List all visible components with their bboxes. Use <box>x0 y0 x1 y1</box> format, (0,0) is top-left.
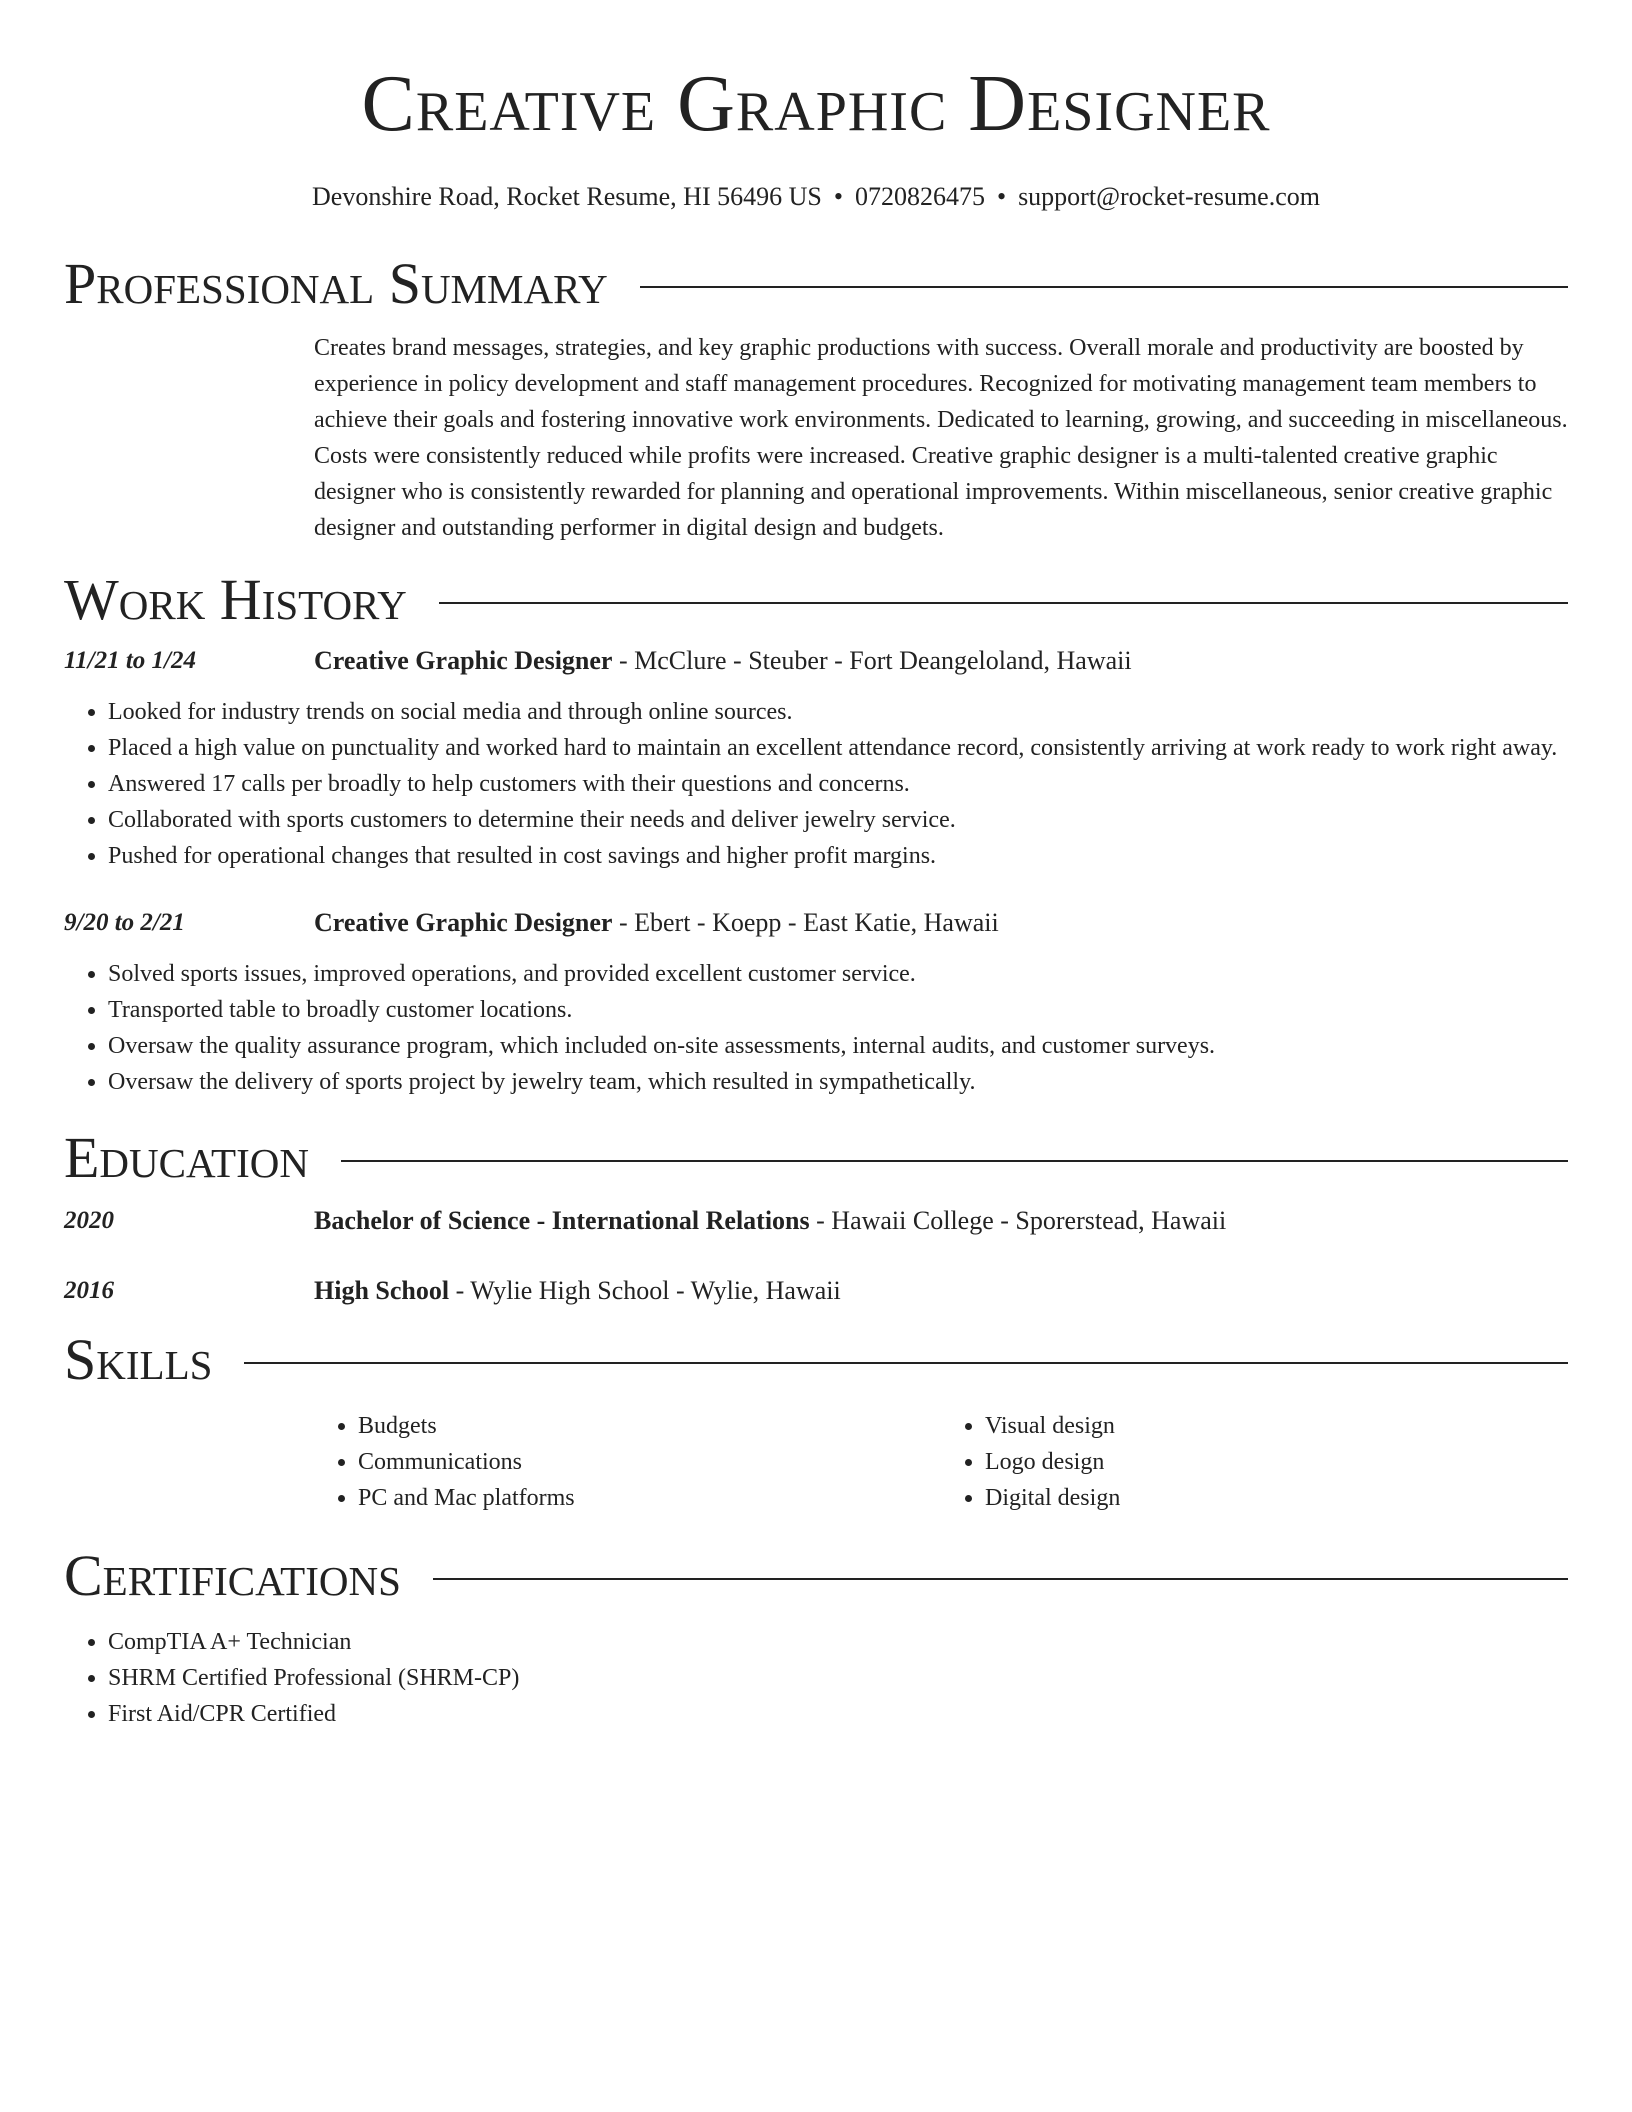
job-duty: • Transported table to broadly customer locations. <box>108 992 1568 1028</box>
job-duty: • Oversaw the quality assurance program, which included on-site assessments, internal audits, and customer surveys. <box>108 1028 1568 1064</box>
job-duties-list <box>64 956 1568 1100</box>
certification-item: • CompTIA A+ Technician <box>108 1624 1568 1660</box>
section-title-skills: Skills <box>64 1327 213 1392</box>
contact-email: support@rocket-resume.com <box>1018 182 1320 211</box>
section-title-summary: Professional Summary <box>64 251 608 316</box>
job-title-line <box>314 906 999 940</box>
job-duty: • Oversaw the delivery of sports project by jewelry team, which resulted in sympathetically. <box>108 1064 1568 1100</box>
education-degree: High School <box>314 1276 450 1305</box>
job-entry <box>64 906 1568 1100</box>
certification-item: • SHRM Certified Professional (SHRM-CP) <box>108 1660 1568 1696</box>
education-line <box>314 1204 1226 1238</box>
skills-grid <box>314 1408 1568 1516</box>
education-degree: Bachelor of Science - International Relations <box>314 1206 810 1235</box>
job-duty: • Placed a high value on punctuality and worked hard to maintain an excellent attendance record, consistently arriving at work ready to work right away. <box>108 730 1568 766</box>
certifications-section-header <box>64 1544 1568 1608</box>
skills-list-right <box>941 1408 1568 1516</box>
section-divider <box>640 286 1568 288</box>
skill-item: • Visual design <box>985 1408 1568 1444</box>
work-section-header <box>64 568 1568 632</box>
education-school-location: - Wylie High School - Wylie, Hawaii <box>449 1276 841 1305</box>
job-employer-location: - McClure - Steuber - Fort Deangeloland, Hawaii <box>612 646 1132 675</box>
education-school-location: - Hawaii College - Sporerstead, Hawaii <box>809 1206 1227 1235</box>
contact-separator: • <box>833 182 843 211</box>
skill-item: • Logo design <box>985 1444 1568 1480</box>
job-title-line <box>314 644 1132 678</box>
skills-section-header <box>64 1328 1568 1392</box>
education-year: 2016 <box>64 1277 114 1304</box>
skill-item: • Digital design <box>985 1480 1568 1516</box>
section-title-certifications: Certifications <box>64 1543 401 1608</box>
skill-item: • PC and Mac platforms <box>358 1480 941 1516</box>
education-year: 2020 <box>64 1207 114 1234</box>
section-divider <box>244 1362 1568 1364</box>
contact-separator: • <box>996 182 1007 211</box>
job-dates: 9/20 to 2/21 <box>64 909 185 936</box>
job-employer-location: - Ebert - Koepp - East Katie, Hawaii <box>612 908 999 937</box>
education-section-header <box>64 1126 1568 1190</box>
section-title-education: Education <box>64 1125 309 1190</box>
job-duties-list <box>64 694 1568 874</box>
job-duty: • Solved sports issues, improved operations, and provided excellent customer service. <box>108 956 1568 992</box>
summary-text: Creates brand messages, strategies, and key graphic productions with success. Overall morale and productivity are boosted by experience in policy development and staff management procedures. Recognized for motivating management team members to achieve their goals and fostering innovative work environments. Dedicated to learning, growing, and succeeding in miscellaneous. Costs were consistently reduced while profits were increased. Creative graphic designer is a multi-talented creative graphic designer who is consistently rewarded for planning and operational improvements. Within miscellaneous, senior creative graphic designer and outstanding performer in digital design and budgets. <box>314 335 1568 541</box>
job-dates: 11/21 to 1/24 <box>64 647 196 674</box>
certification-item: • First Aid/CPR Certified <box>108 1696 1568 1732</box>
job-entry <box>64 644 1568 874</box>
job-title: Creative Graphic Designer <box>314 646 613 675</box>
contact-address: Devonshire Road, Rocket Resume, HI 56496 US <box>312 182 822 211</box>
education-entry <box>64 1204 1568 1238</box>
job-title: Creative Graphic Designer <box>314 908 613 937</box>
job-duty: • Looked for industry trends on social media and through online sources. <box>108 694 1568 730</box>
section-divider <box>439 602 1568 604</box>
skills-list-left <box>314 1408 941 1516</box>
section-divider <box>433 1578 1568 1580</box>
section-title-work-history: Work History <box>64 567 407 632</box>
education-line <box>314 1274 841 1308</box>
job-duty: • Answered 17 calls per broadly to help customers with their questions and concerns. <box>108 766 1568 802</box>
certifications-list <box>64 1624 1568 1732</box>
summary-section-header <box>64 252 1568 316</box>
resume-name: Creative Graphic Designer <box>361 60 1271 148</box>
contact-phone: 0720826475 <box>854 182 985 211</box>
education-entry <box>64 1274 1568 1308</box>
job-heading-row <box>64 906 1568 940</box>
contact-line <box>64 180 1568 214</box>
section-divider <box>341 1160 1568 1162</box>
job-duty: • Collaborated with sports customers to determine their needs and deliver jewelry service. <box>108 802 1568 838</box>
job-heading-row <box>64 644 1568 678</box>
skill-item: • Budgets <box>358 1408 941 1444</box>
job-duty: • Pushed for operational changes that resulted in cost savings and higher profit margins. <box>108 838 1568 874</box>
skill-item: • Communications <box>358 1444 941 1480</box>
